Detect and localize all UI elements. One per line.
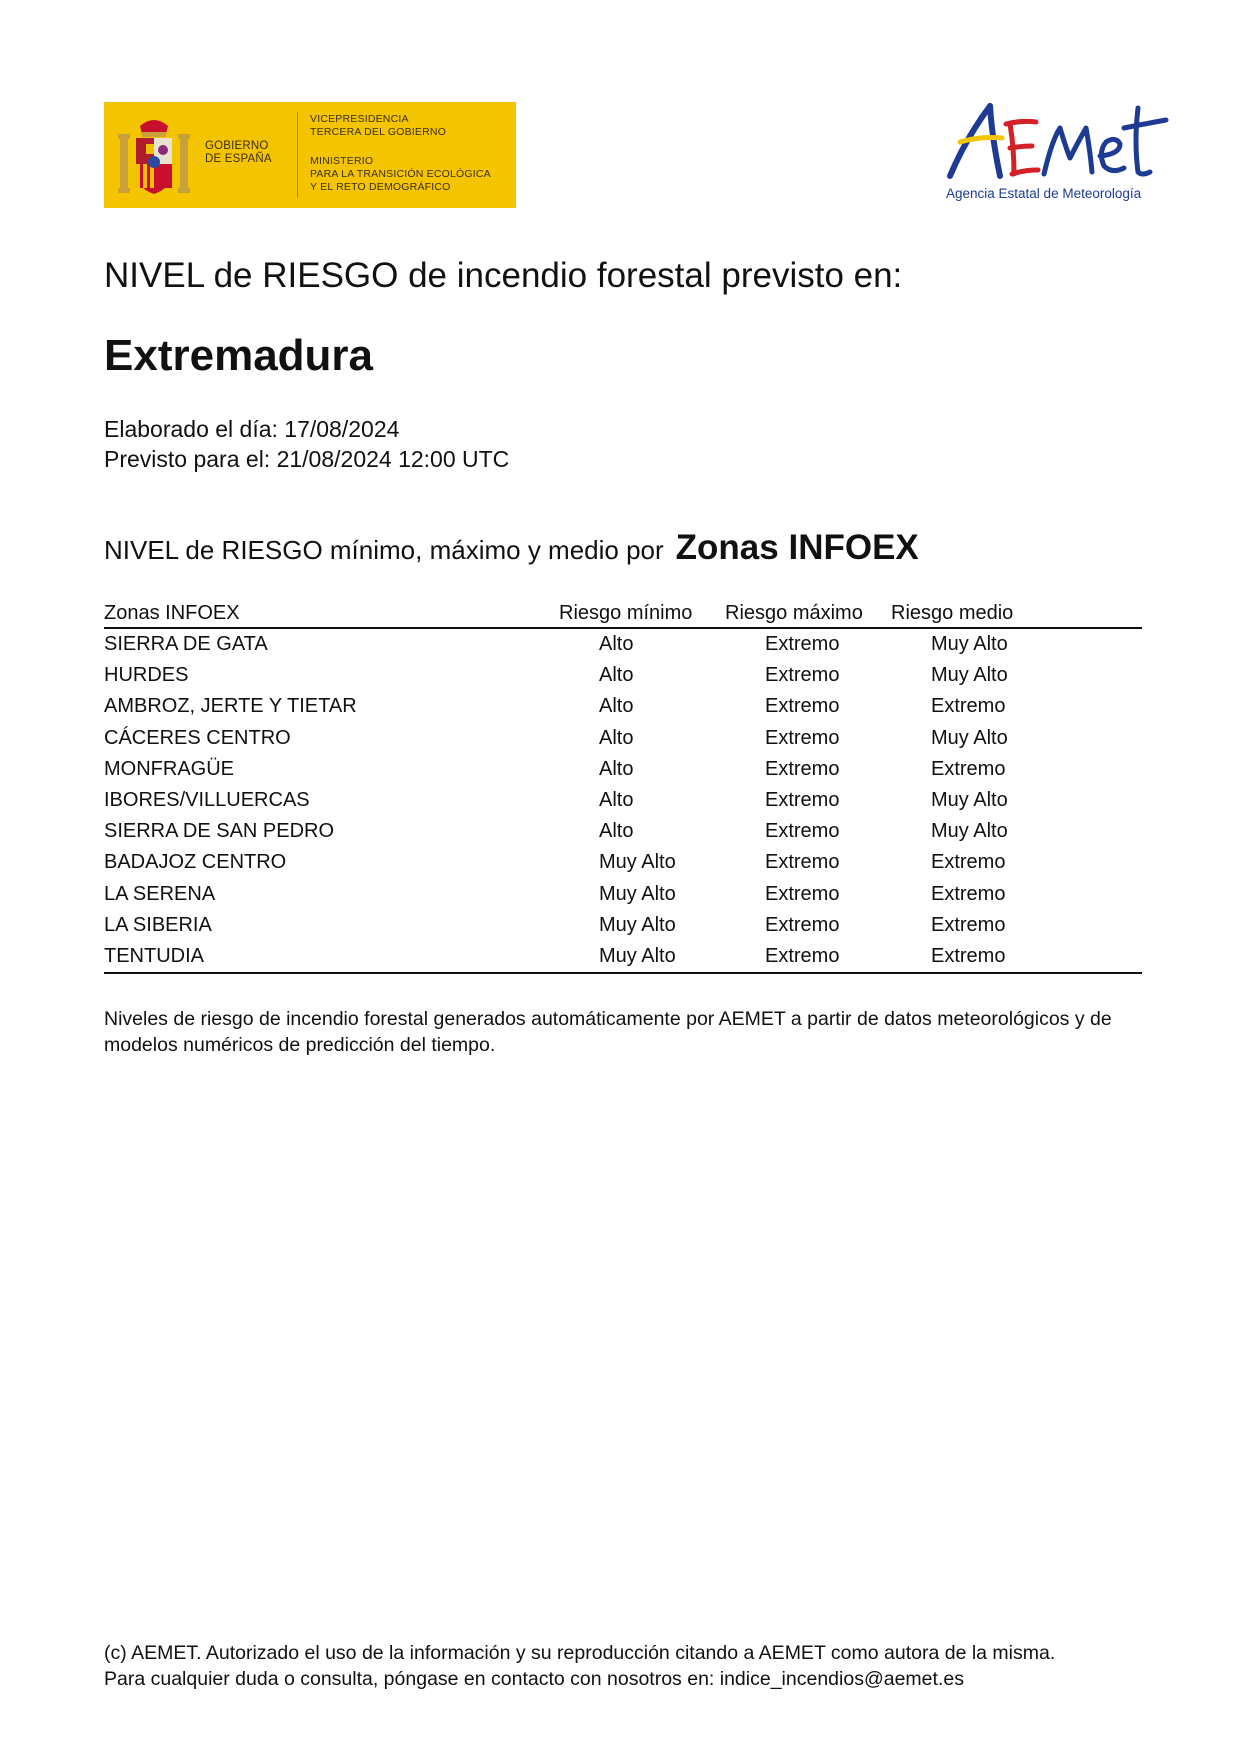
riesgo-medio-value: Muy Alto — [931, 789, 1008, 812]
aemet-wordmark-icon — [944, 98, 1170, 182]
risk-table — [104, 600, 1142, 974]
riesgo-maximo-value: Extremo — [765, 882, 840, 905]
riesgo-maximo-value: Extremo — [725, 941, 891, 973]
elaborado-date: Elaborado el día: 17/08/2024 — [104, 416, 400, 442]
table-row — [104, 941, 1142, 973]
zone-name: SIERRA DE GATA — [104, 633, 268, 656]
zone-name: CÁCERES CENTRO — [104, 726, 291, 749]
section-heading-lead: NIVEL de RIESGO mínimo, máximo y medio por — [104, 535, 664, 565]
riesgo-maximo-value: Extremo — [765, 757, 840, 780]
riesgo-medio-value: Muy Alto — [931, 726, 1008, 749]
contact-line: Para cualquier duda o consulta, póngase en contacto con nosotros en: indice_incendios@aemet.es — [104, 1668, 964, 1690]
riesgo-maximo-value: Extremo — [765, 695, 840, 718]
table-row — [104, 847, 1142, 878]
riesgo-maximo-value: Extremo — [765, 726, 840, 749]
riesgo-medio-value: Muy Alto — [931, 820, 1008, 843]
table-row — [104, 816, 1142, 847]
column-header-riesgo-maximo: Riesgo máximo — [725, 600, 891, 628]
riesgo-maximo-value: Extremo — [765, 820, 840, 843]
aemet-tagline: Agencia Estatal de Meteorología — [946, 186, 1142, 201]
zone-name: MONFRAGÜE — [104, 757, 234, 780]
riesgo-minimo-value: Muy Alto — [599, 851, 676, 874]
region-name: Extremadura — [104, 331, 374, 380]
riesgo-medio-value: Extremo — [931, 882, 1006, 905]
zone-name: LA SIBERIA — [104, 913, 212, 936]
riesgo-minimo-value: Alto — [599, 726, 634, 749]
column-header-zona: Zonas INFOEX — [104, 600, 559, 628]
table-row — [104, 628, 1142, 660]
table-row — [104, 910, 1142, 941]
section-heading-emphasis: Zonas INFOEX — [675, 528, 919, 567]
column-header-riesgo-medio: Riesgo medio — [891, 600, 1142, 628]
riesgo-maximo-value: Extremo — [765, 664, 840, 687]
riesgo-minimo-value: Alto — [599, 695, 634, 718]
riesgo-minimo-value: Alto — [599, 820, 634, 843]
gobierno-divider — [297, 112, 298, 198]
gobierno-name: GOBIERNO DE ESPAÑA — [205, 140, 272, 165]
copyright-line: (c) AEMET. Autorizado el uso de la información y su reproducción citando a AEMET como autora de la misma. — [104, 1642, 1056, 1664]
royal-coat-of-arms-icon — [118, 112, 190, 198]
copyright-footer — [104, 1640, 1144, 1692]
table-row — [104, 754, 1142, 785]
riesgo-medio-value: Extremo — [891, 941, 1142, 973]
riesgo-medio-value: Muy Alto — [931, 633, 1008, 656]
zone-name: LA SERENA — [104, 882, 216, 905]
ministerio-text: MINISTERIO PARA LA TRANSICIÓN ECOLÓGICA Y EL RETO DEMOGRÁFICO — [310, 155, 491, 193]
zone-name: BADAJOZ CENTRO — [104, 851, 287, 874]
riesgo-medio-value: Extremo — [931, 913, 1006, 936]
table-row — [104, 723, 1142, 754]
riesgo-minimo-value: Muy Alto — [559, 941, 725, 973]
section-heading — [104, 528, 919, 568]
riesgo-minimo-value: Alto — [599, 664, 634, 687]
page-title: NIVEL de RIESGO de incendio forestal previsto en: — [104, 256, 903, 295]
zone-name: AMBROZ, JERTE Y TIETAR — [104, 695, 357, 718]
previsto-date: Previsto para el: 21/08/2024 12:00 UTC — [104, 446, 510, 472]
riesgo-medio-value: Extremo — [931, 851, 1006, 874]
riesgo-maximo-value: Extremo — [765, 913, 840, 936]
column-header-riesgo-minimo: Riesgo mínimo — [559, 600, 725, 628]
riesgo-minimo-value: Alto — [599, 633, 634, 656]
table-row — [104, 660, 1142, 691]
riesgo-maximo-value: Extremo — [765, 789, 840, 812]
table-row — [104, 785, 1142, 816]
riesgo-minimo-value: Muy Alto — [599, 913, 676, 936]
riesgo-medio-value: Muy Alto — [931, 664, 1008, 687]
methodology-note: Niveles de riesgo de incendio forestal generados automáticamente por AEMET a partir de datos meteorológicos y de modelos numéricos de predicción del tiempo. — [104, 1008, 1112, 1056]
riesgo-minimo-value: Alto — [599, 757, 634, 780]
riesgo-minimo-value: Alto — [599, 789, 634, 812]
zone-name: HURDES — [104, 664, 189, 687]
table-header-row — [104, 600, 1142, 628]
table-row — [104, 879, 1142, 910]
riesgo-maximo-value: Extremo — [765, 633, 840, 656]
riesgo-minimo-value: Muy Alto — [599, 882, 676, 905]
vicepresidencia-text: VICEPRESIDENCIA TERCERA DEL GOBIERNO — [310, 113, 447, 138]
riesgo-medio-value: Extremo — [931, 695, 1006, 718]
riesgo-medio-value: Extremo — [931, 757, 1006, 780]
riesgo-maximo-value: Extremo — [765, 851, 840, 874]
zone-name: IBORES/VILLUERCAS — [104, 789, 310, 812]
aemet-logo — [944, 98, 1170, 208]
table-row — [104, 691, 1142, 722]
gobierno-logo-banner — [104, 102, 516, 208]
zone-name: TENTUDIA — [104, 941, 559, 973]
zone-name: SIERRA DE SAN PEDRO — [104, 820, 335, 843]
